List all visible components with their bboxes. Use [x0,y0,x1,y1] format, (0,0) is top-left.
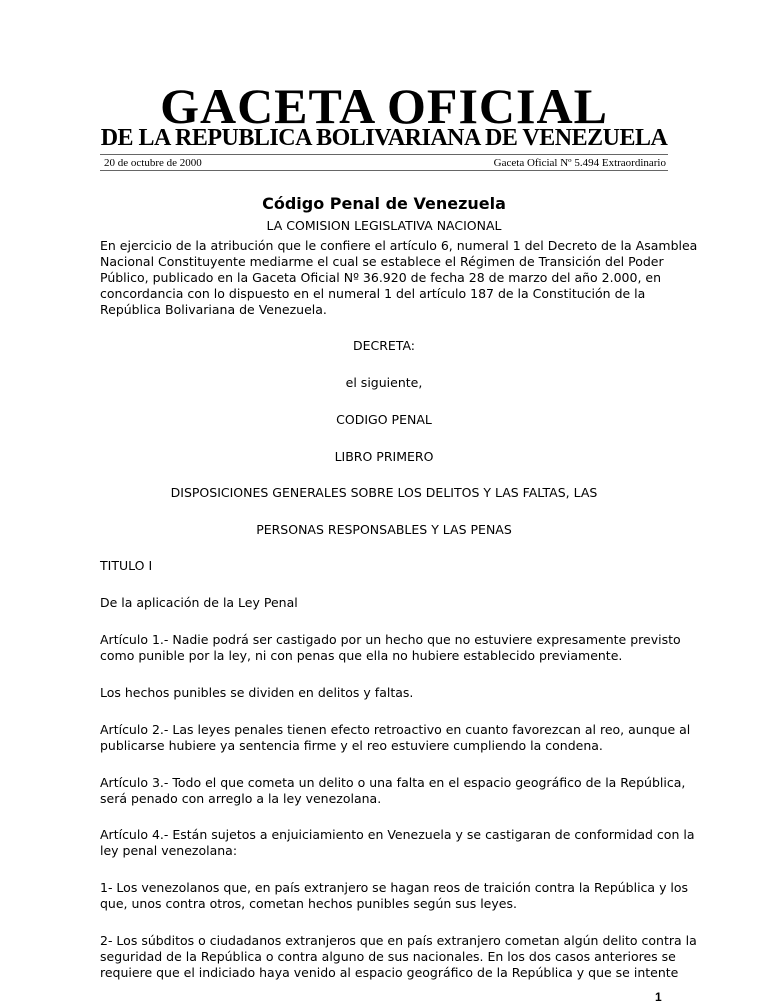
authority: LA COMISION LEGISLATIVA NACIONAL [266,218,502,233]
libro-primero: LIBRO PRIMERO [334,449,434,464]
numeral-2 [100,933,697,981]
text-line: Nacional Constituyente mediarme el cual se establece el Régimen de Transición del Poder [100,254,664,269]
masthead-title: GACETA OFICIAL [160,78,608,134]
divider [100,154,668,155]
text-line: seguridad de la República o contra alguno de sus nacionales. En los dos casos anteriores se [100,949,676,964]
disposiciones-line2: PERSONAS RESPONSABLES Y LAS PENAS [256,522,512,537]
titulo-heading: TITULO I [100,558,153,573]
issue-number: Gaceta Oficial Nº 5.494 Extraordinario [493,157,666,169]
el-siguiente: el siguiente, [345,375,423,390]
text-line: publicarse hubiere ya sentencia firme y el reo estuviere cumpliendo la condena. [100,738,603,753]
text-line: 2- Los súbditos o ciudadanos extranjeros que en país extranjero cometan algún delito contra la [100,933,697,948]
text-line: como punible por la ley, ni con penas que ella no hubiere establecido previamente. [100,648,623,663]
decreta: DECRETA: [352,338,416,353]
articulo-3 [100,775,686,807]
text-line: concordancia con lo dispuesto en el numeral 1 del artículo 187 de la Constitución de la [100,286,646,301]
articulo-2 [100,722,691,754]
codigo-penal: CODIGO PENAL [336,412,432,427]
text-line: República Bolivariana de Venezuela. [100,302,327,317]
text-line: requiere que el indiciado haya venido al espacio geográfico de la República y que se intente [100,965,679,980]
preamble [100,238,698,318]
titulo-name: De la aplicación de la Ley Penal [100,595,298,610]
text-line: 1- Los venezolanos que, en país extranjero se hagan reos de traición contra la República y los [100,880,689,895]
hechos-punibles: Los hechos punibles se dividen en delitos y faltas. [100,685,414,700]
text-line: Artículo 1.- Nadie podrá ser castigado por un hecho que no estuviere expresamente previsto [100,632,681,647]
text-line: Artículo 3.- Todo el que cometa un delito o una falta en el espacio geográfico de la República, [100,775,686,790]
text-line: que, unos contra otros, cometan hechos punibles según sus leyes. [100,896,517,911]
page-number: 1 [655,990,662,1004]
document-title: Código Penal de Venezuela [262,194,506,213]
text-line: En ejercicio de la atribución que le confiere el artículo 6, numeral 1 del Decreto de la Asamblea [100,238,698,253]
articulo-4 [100,827,695,859]
text-line: ley penal venezolana: [100,843,238,858]
text-line: Artículo 2.- Las leyes penales tienen efecto retroactivo en cuanto favorezcan al reo, aunque al [100,722,691,737]
disposiciones-line1: DISPOSICIONES GENERALES SOBRE LOS DELITOS Y LAS FALTAS, LAS [170,485,598,500]
issue-date: 20 de octubre de 2000 [104,157,202,169]
articulo-1 [100,632,680,664]
masthead-subtitle: DE LA REPUBLICA BOLIVARIANA DE VENEZUELA [100,125,668,151]
divider [100,170,668,171]
numeral-1 [100,880,689,912]
text-line: Artículo 4.- Están sujetos a enjuiciamiento en Venezuela y se castigaran de conformidad con la [100,827,695,842]
text-line: será penado con arreglo a la ley venezolana. [100,791,382,806]
text-line: Público, publicado en la Gaceta Oficial Nº 36.920 de fecha 28 de marzo del año 2.000, en [100,270,662,285]
